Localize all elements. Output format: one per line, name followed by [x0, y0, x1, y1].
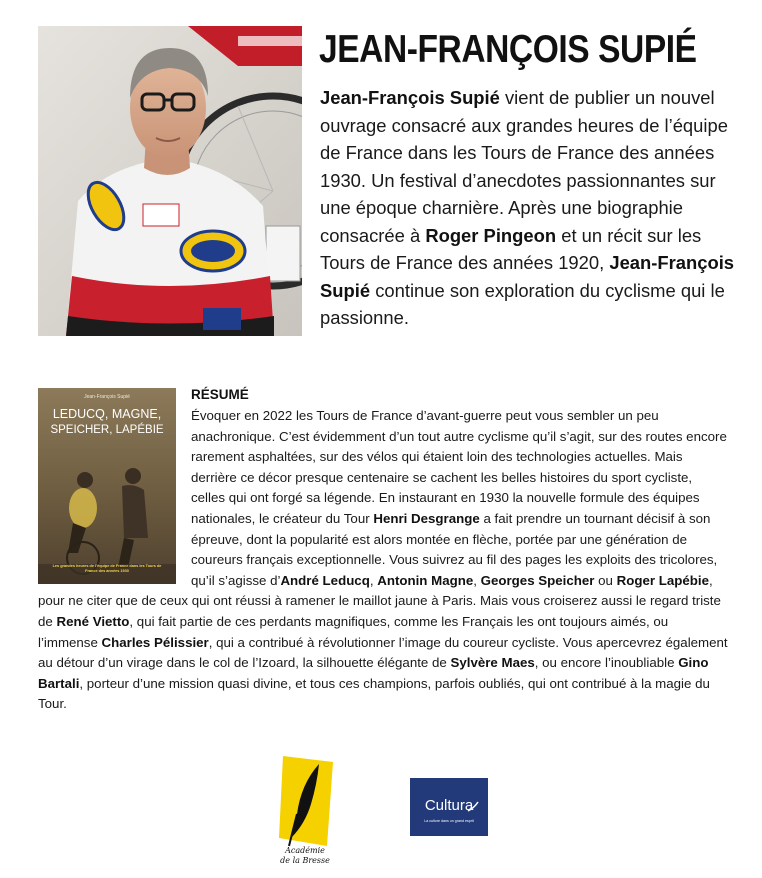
- cultura-tagline: La culture dans un grand esprit: [424, 819, 474, 823]
- cover-title-line2: SPEICHER, LAPÉBIE: [50, 424, 164, 436]
- resume-text-run: a fait prendre un tournant décisif à son épreuve, dont la popularité est alors montée en flèche, portée par une génération de coureurs français exceptionnelle. Vous suivrez au fil des pages les exploits des tricolores, qu’il s’agisse d’: [191, 510, 718, 588]
- resume-text-run: ,: [473, 572, 481, 588]
- academie-line2: de la Bresse: [280, 856, 330, 865]
- bio-name-highlight: Jean-François Supié: [320, 252, 735, 301]
- resume-name-highlight: Sylvère Maes: [450, 655, 535, 671]
- resume-text-run: , pour ne citer que de ceux qui ont réussi à ramener le maillot jaune à Paris. Mais vous croiserez aussi le regard triste de: [38, 572, 721, 629]
- bio-text-run: continue son exploration du cyclisme qui le passionne.: [320, 279, 725, 328]
- resume-text-run: , porteur d’une mission quasi divine, et tous ces champions, parfois oubliés, qui ont contribué à la magie du Tour.: [38, 675, 710, 712]
- cultura-logo-icon: [410, 778, 488, 836]
- bio-name-highlight: Roger Pingeon: [425, 224, 557, 246]
- bio-text-run: vient de publier un nouvel ouvrage consacré aux grandes heures de l’équipe de France dans les Tours de France des années 1930. Un festival d’anecdotes passionnantes sur une époque charnière. Après une biographie consacrée à: [320, 87, 728, 246]
- academie-line1: Académie: [285, 846, 325, 855]
- resume-heading: RÉSUMÉ: [191, 387, 249, 402]
- cultura-logo: [410, 778, 488, 836]
- resume-text-run: , qui fait partie de ces perdants magnifiques, comme les Français les ont toujours aimés, ou l’immense: [38, 613, 669, 650]
- bio-name-highlight: Jean-François Supié: [320, 87, 500, 108]
- cover-float-spacer: [38, 406, 191, 586]
- cover-title-line1: LEDUCQ, MAGNE,: [52, 407, 162, 421]
- feather-logo-icon: [271, 754, 339, 866]
- resume-name-highlight: René Vietto: [56, 613, 130, 629]
- bio-text-run: et un récit sur les Tours de France des années 1920,: [320, 224, 702, 273]
- author-name: JEAN-FRANÇOIS SUPIÉ: [319, 28, 697, 71]
- author-photo-illustration: [38, 26, 302, 336]
- resume-text-run: ,: [369, 572, 378, 588]
- author-photo: [38, 26, 302, 336]
- cover-author: Jean-François Supié: [84, 394, 130, 400]
- resume-name-highlight: Georges Speicher: [480, 572, 595, 588]
- resume-name-highlight: Charles Pélissier: [101, 634, 209, 650]
- resume-text-run: Évoquer en 2022 les Tours de France d’avant-guerre peut vous sembler un peu anachronique. C’est évidemment d’un tout autre cyclisme qu’il s’agit, sur des routes encore rarement asphaltées, sur des vélos qui étaient loin des technologies actuelles. Mais derrière ce décor presque centenaire se cachent les belles histoires du sport cycliste, celles qui ont forgé sa légende. En instaurant en 1930 la nouvelle formule des équipes nationales, le créateur du Tour: [191, 408, 727, 526]
- author-bio: [320, 84, 740, 332]
- resume-name-highlight: André Leducq: [280, 572, 370, 588]
- resume-text-run: ou: [594, 572, 617, 588]
- resume-name-highlight: Roger Lapébie: [616, 572, 709, 588]
- academie-de-la-bresse-logo: [271, 754, 339, 866]
- resume-name-highlight: Henri Desgrange: [373, 510, 480, 526]
- resume-text-run: , qui a contribué à révolutionner l’image du coureur cycliste. Vous apercevrez également au détour d’un virage dans le col de l’Izoard, la silhouette élégante de: [38, 634, 728, 671]
- resume-name-highlight: Gino Bartali: [38, 655, 709, 691]
- resume-text-run: , ou encore l’inoubliable: [534, 655, 679, 671]
- cover-subtitle: Les grandes heures de l’équipe de France dans les Tours de France des années 1930: [52, 564, 162, 573]
- resume-name-highlight: Antonin Magne: [377, 572, 474, 588]
- cultura-name: Cultura: [424, 797, 474, 814]
- resume-body: [38, 406, 728, 715]
